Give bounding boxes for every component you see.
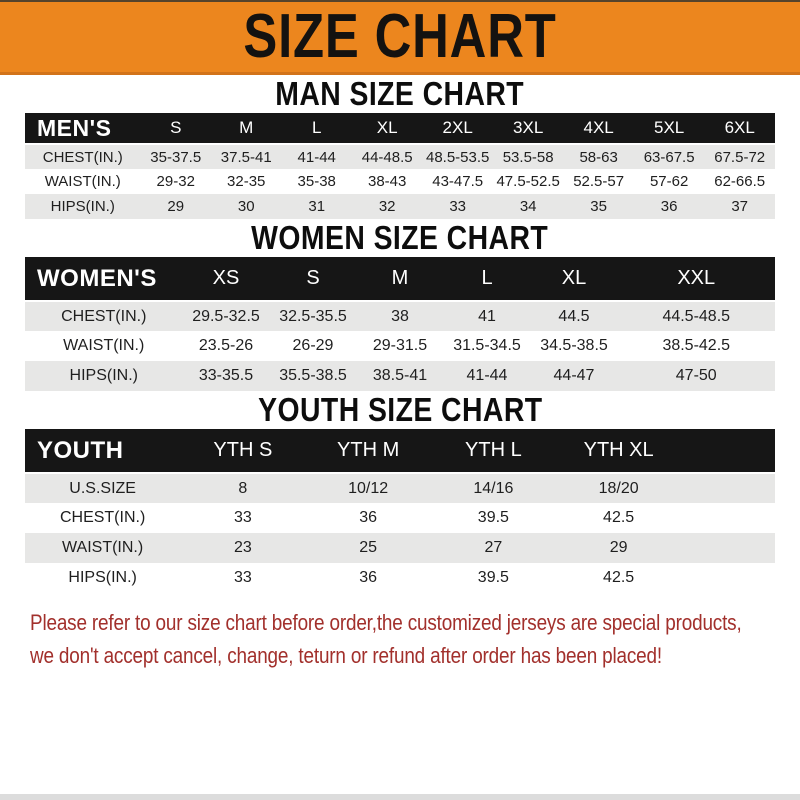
youth-size-table — [25, 429, 775, 593]
size-value-cell: 29-31.5 — [372, 337, 428, 354]
man-size-chart-heading-text: MAN SIZE CHART — [275, 75, 525, 112]
size-value-cell: 35.5-38.5 — [279, 367, 347, 384]
column-header: S — [170, 118, 182, 137]
size-value-cell: 52.5-57 — [573, 173, 625, 190]
column-header: YTH XL — [583, 439, 654, 461]
table-row — [25, 144, 775, 169]
size-value-cell: 25 — [359, 539, 378, 556]
spacer-cell — [681, 473, 775, 503]
table-row — [25, 503, 775, 533]
spacer-cell — [681, 533, 775, 563]
size-value-cell: 38 — [391, 307, 409, 325]
size-value-cell: 62-66.5 — [714, 173, 766, 190]
table-header-row — [25, 257, 775, 301]
size-value-cell: 34.5-38.5 — [540, 337, 608, 354]
footer-line-1: Please refer to our size chart before order,the customized jerseys are special products, — [30, 610, 742, 635]
size-value-cell: 26-29 — [292, 337, 334, 354]
table-row — [25, 473, 775, 503]
size-value-cell: 37 — [731, 198, 749, 215]
column-header: 4XL — [583, 118, 614, 137]
size-value-cell: 63-67.5 — [643, 148, 695, 166]
size-value-cell: 36 — [660, 198, 678, 215]
column-header: S — [306, 267, 320, 289]
size-value-cell: 58-63 — [579, 148, 618, 166]
size-value-cell: 8 — [238, 479, 248, 497]
row-label: WAIST(IN.) — [44, 173, 121, 190]
spacer-cell — [681, 429, 775, 473]
size-value-cell: 31 — [308, 198, 326, 215]
column-header: XL — [561, 267, 587, 289]
row-label: WAIST(IN.) — [62, 539, 144, 556]
table-row — [25, 301, 775, 331]
table-header-row — [25, 429, 775, 473]
column-header: XL — [376, 118, 398, 137]
size-value-cell: 33 — [449, 198, 467, 215]
size-value-cell: 44.5-48.5 — [662, 307, 731, 325]
table-row — [25, 169, 775, 194]
youth-size-chart-heading-text: YOUTH SIZE CHART — [257, 391, 543, 428]
spacer-cell — [681, 563, 775, 593]
size-value-cell: 33-35.5 — [198, 367, 254, 384]
column-header: M — [391, 267, 409, 289]
column-header: 6XL — [724, 118, 755, 137]
size-value-cell: 29 — [167, 198, 185, 215]
spacer-cell — [681, 503, 775, 533]
table-title-cell: WOMEN'S — [37, 264, 157, 292]
size-value-cell: 43-47.5 — [432, 173, 484, 190]
table-row — [25, 331, 775, 361]
size-chart-banner — [0, 0, 800, 75]
size-value-cell: 36 — [359, 509, 378, 526]
size-value-cell: 38.5-41 — [372, 367, 428, 384]
size-value-cell: 38-43 — [368, 173, 407, 190]
size-value-cell: 29-32 — [156, 173, 195, 190]
women-size-chart-heading — [0, 219, 800, 257]
men-size-table — [25, 113, 775, 219]
column-header: L — [481, 267, 493, 289]
size-value-cell: 48.5-53.5 — [425, 148, 490, 166]
man-size-chart-heading — [0, 75, 800, 113]
size-value-cell: 14/16 — [473, 479, 514, 497]
row-label: WAIST(IN.) — [63, 337, 145, 354]
table-title-cell: MEN'S — [37, 114, 112, 141]
table-header-row — [25, 113, 775, 144]
size-value-cell: 35 — [590, 198, 607, 215]
table-row — [25, 533, 775, 563]
youth-size-chart-heading — [0, 391, 800, 429]
size-value-cell: 33 — [233, 509, 252, 526]
size-value-cell: 41-44 — [297, 148, 336, 166]
size-value-cell: 29.5-32.5 — [192, 307, 260, 325]
size-value-cell: 47-50 — [675, 367, 717, 384]
row-label: HIPS(IN.) — [69, 367, 138, 384]
table-title-cell: YOUTH — [37, 436, 124, 464]
size-value-cell: 47.5-52.5 — [496, 173, 560, 190]
row-label: CHEST(IN.) — [59, 509, 146, 526]
row-label: CHEST(IN.) — [42, 148, 123, 166]
size-value-cell: 38.5-42.5 — [662, 337, 731, 354]
size-value-cell: 57-62 — [649, 173, 689, 190]
size-value-cell: 31.5-34.5 — [453, 337, 521, 354]
size-value-cell: 53.5-58 — [502, 148, 554, 166]
size-value-cell: 10/12 — [348, 479, 389, 497]
size-value-cell: 42.5 — [603, 569, 635, 586]
size-value-cell: 41-44 — [466, 367, 508, 384]
row-label: HIPS(IN.) — [68, 569, 137, 586]
column-header: 2XL — [442, 118, 473, 137]
column-header: L — [311, 118, 322, 137]
size-value-cell: 35-37.5 — [150, 148, 202, 166]
table-row — [25, 563, 775, 593]
size-value-cell: 39.5 — [477, 509, 509, 526]
page-title: SIZE CHART — [243, 2, 557, 71]
row-label: HIPS(IN.) — [50, 198, 115, 215]
footer-line-2: we don't accept cancel, change, teturn or refund after order has been placed! — [30, 643, 662, 668]
size-value-cell: 44-48.5 — [361, 148, 413, 166]
column-header: YTH M — [337, 439, 400, 461]
size-value-cell: 30 — [237, 198, 255, 215]
column-header: 3XL — [513, 118, 544, 137]
size-value-cell: 32 — [378, 198, 396, 215]
footer-note — [0, 606, 800, 672]
women-size-chart-heading-text: WOMEN SIZE CHART — [251, 219, 549, 256]
column-header: 5XL — [654, 118, 685, 137]
row-label: CHEST(IN.) — [61, 307, 147, 325]
women-size-table — [25, 257, 775, 391]
size-value-cell: 67.5-72 — [714, 148, 766, 166]
column-header: XS — [212, 267, 240, 289]
column-header: YTH S — [213, 439, 273, 461]
column-header: YTH L — [465, 439, 522, 461]
size-value-cell: 23 — [233, 539, 252, 556]
bottom-edge-strip — [0, 794, 800, 800]
size-value-cell: 32.5-35.5 — [279, 307, 347, 325]
size-value-cell: 23.5-26 — [198, 337, 254, 354]
size-value-cell: 44-47 — [553, 367, 595, 384]
size-value-cell: 34 — [519, 198, 537, 215]
size-value-cell: 35-38 — [297, 173, 336, 190]
size-value-cell: 41 — [478, 307, 496, 325]
row-label: U.S.SIZE — [69, 479, 136, 497]
size-value-cell: 27 — [484, 539, 503, 556]
table-row — [25, 194, 775, 219]
size-value-cell: 18/20 — [598, 479, 639, 497]
size-value-cell: 39.5 — [477, 569, 509, 586]
column-header: XXL — [677, 267, 716, 289]
size-value-cell: 37.5-41 — [220, 148, 272, 166]
size-value-cell: 36 — [359, 569, 378, 586]
size-value-cell: 29 — [609, 539, 628, 556]
size-value-cell: 42.5 — [603, 509, 635, 526]
size-value-cell: 32-35 — [227, 173, 266, 190]
size-value-cell: 44.5 — [558, 307, 590, 325]
column-header: M — [239, 118, 254, 137]
table-row — [25, 361, 775, 391]
size-value-cell: 33 — [233, 569, 252, 586]
